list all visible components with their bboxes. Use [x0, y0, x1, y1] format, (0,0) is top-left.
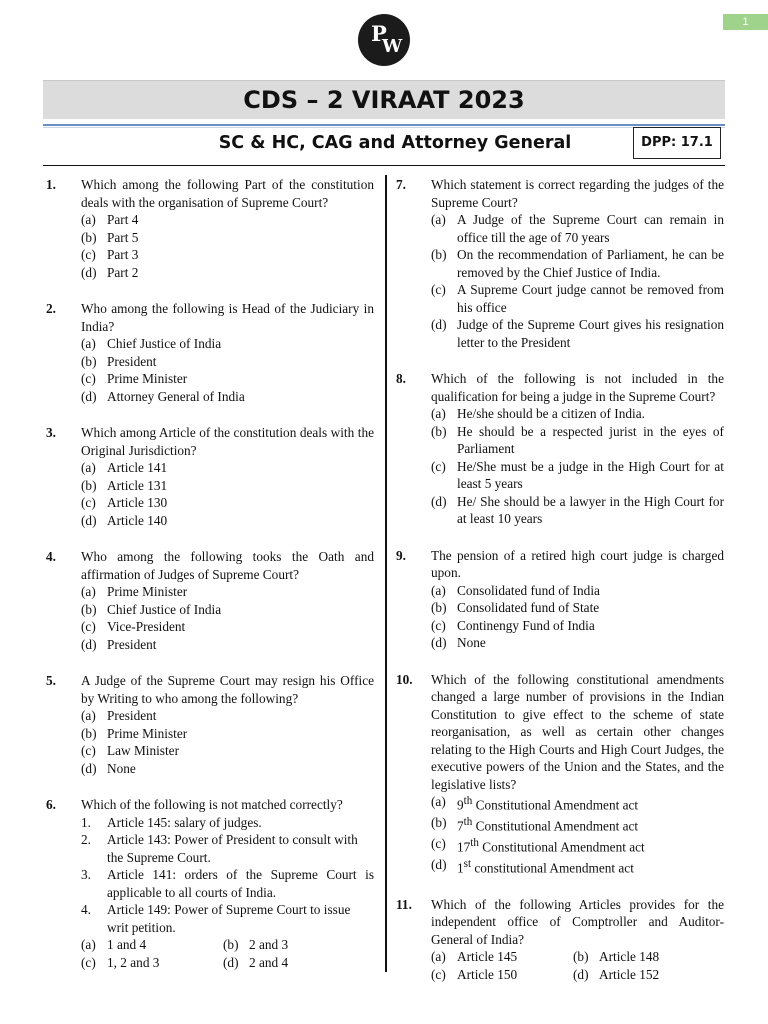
option-text: Article 152: [599, 966, 660, 982]
option-label: (a): [431, 949, 446, 965]
option-text: He/ She should be a lawyer in the High Court for at least 10 years: [457, 493, 724, 526]
question: [44, 424, 374, 529]
option-label: (c): [81, 247, 96, 262]
question-text: The pension of a retired high court judge is charged upon.: [431, 547, 724, 580]
option: [81, 725, 374, 743]
option-label: (d): [573, 966, 589, 982]
option-label: (a): [431, 406, 446, 421]
statement-label: 2.: [81, 832, 91, 847]
option: [81, 459, 374, 477]
option: [81, 760, 374, 778]
option: [223, 954, 365, 972]
option-text: 1, 2 and 3: [107, 954, 160, 970]
option-text: Part 5: [107, 229, 139, 245]
page-number: 1: [723, 14, 768, 30]
option-text: Article 131: [107, 477, 168, 493]
option: [81, 229, 374, 247]
option-number: 1: [457, 860, 464, 876]
option-text: Prime Minister: [107, 371, 188, 386]
option-row: [81, 936, 374, 954]
question-text: Which of the following is not matched correctly?: [81, 797, 343, 812]
question-text: Which among Article of the constitution deals with the Original Jurisdiction?: [81, 425, 374, 458]
question: [44, 176, 374, 281]
question-number: 6.: [46, 797, 56, 812]
option-text: Part 4: [107, 212, 139, 227]
option-text: Continengy Fund of India: [457, 617, 595, 633]
option-text: He/she should be a citizen of India.: [457, 406, 645, 421]
option-text: None: [457, 635, 486, 650]
dpp-badge: DPP: 17.1: [633, 127, 721, 159]
option: [431, 814, 724, 835]
option-text: Prime Minister: [107, 725, 188, 741]
statement-label: 1.: [81, 814, 91, 830]
option: [431, 316, 724, 351]
option: [81, 512, 374, 530]
option: [431, 493, 724, 528]
option-label: (c): [81, 954, 96, 970]
option-text: Article 141: [107, 460, 168, 475]
option-text: Constitutional Amendment act: [478, 839, 645, 855]
question-number: 10.: [396, 671, 413, 687]
option: [431, 281, 724, 316]
option: [81, 264, 374, 282]
option-text: Vice-President: [107, 619, 186, 634]
option-number: 9: [457, 797, 464, 813]
option-text: Judge of the Supreme Court gives his resignation letter to the President: [457, 317, 724, 350]
option-label: (d): [431, 493, 447, 509]
question: [394, 547, 724, 652]
option-number: 17: [457, 839, 471, 855]
option-label: (c): [81, 743, 96, 758]
option: [431, 835, 724, 856]
question: [44, 548, 374, 653]
option-text: None: [107, 760, 136, 776]
option-label: (a): [81, 336, 96, 351]
statement-label: 3.: [81, 867, 91, 882]
option: [81, 477, 374, 495]
option-label: (b): [81, 229, 97, 245]
statement: [81, 814, 374, 832]
option: [81, 246, 374, 264]
option-label: (a): [81, 460, 96, 475]
question-text: A Judge of the Supreme Court may resign his Office by Writing to who among the following?: [81, 673, 374, 706]
question-number: 7.: [396, 177, 406, 192]
option-label: (a): [81, 584, 96, 599]
question-number: 11.: [396, 896, 412, 912]
question-number: 9.: [396, 547, 406, 563]
option-label: (c): [81, 495, 96, 510]
option: [81, 618, 374, 636]
question-text: Which among the following Part of the constitution deals with the organisation of Supreme Court?: [81, 177, 374, 210]
question-text: Which of the following Articles provides for the independent office of Comptroller and Auditor-General of India?: [431, 896, 724, 947]
option: [431, 617, 724, 635]
option-label: (d): [81, 264, 97, 280]
question-text: Who among the following is Head of the Judiciary in India?: [81, 301, 374, 334]
header-rule: [43, 165, 725, 166]
option-text: 1 and 4: [107, 937, 147, 952]
option-label: (a): [431, 212, 446, 227]
question-text: Who among the following tooks the Oath and affirmation of Judges of Supreme Court?: [81, 549, 374, 582]
option-label: (b): [223, 937, 239, 952]
title-rule-shadow: [43, 127, 725, 128]
question-number: 1.: [46, 177, 56, 192]
question-text: Which statement is correct regarding the judges of the Supreme Court?: [431, 177, 724, 210]
option-label: (a): [431, 582, 446, 598]
question-number: 4.: [46, 549, 56, 564]
question: [394, 896, 724, 984]
question-text: Which of the following is not included in the qualification for being a judge in the Supreme Court?: [431, 371, 724, 404]
option-label: (d): [81, 388, 97, 404]
option-text: Consolidated fund of State: [457, 600, 600, 615]
option: [573, 966, 715, 984]
page-title: CDS – 2 VIRAAT 2023: [243, 86, 525, 114]
title-bar: [43, 80, 725, 119]
option: [223, 936, 365, 954]
option-label: (b): [431, 600, 447, 615]
option: [431, 246, 724, 281]
statement: [81, 831, 374, 866]
option: [81, 335, 374, 353]
option-label: (d): [431, 856, 447, 872]
option-text: Constitutional Amendment act: [472, 818, 639, 834]
question: [394, 370, 724, 528]
option-text: A Supreme Court judge cannot be removed from his office: [457, 282, 724, 315]
question-number: 3.: [46, 425, 56, 440]
option-text: Article 148: [599, 949, 660, 965]
option-text: He should be a respected jurist in the eyes of Parliament: [457, 423, 724, 456]
option-label: (c): [431, 966, 446, 982]
question-text: Which of the following constitutional amendments changed a large number of provisions in the Indian Constitution to give effect to the scheme of state reorganisation, as well as certain other changes relating to the High Courts and High Court Judges, the executive powers of the Union and the States, and the legislative lists?: [431, 671, 724, 792]
option: [81, 388, 374, 406]
option: [431, 948, 573, 966]
option-text: Part 3: [107, 247, 139, 262]
question: [394, 176, 724, 351]
option-label: (c): [431, 617, 446, 633]
option-label: (a): [81, 708, 96, 723]
statement-text: Article 149: Power of Supreme Court to issue writ petition.: [107, 902, 351, 935]
option-label: (a): [81, 212, 96, 227]
option-text: Part 2: [107, 264, 139, 280]
statement-label: 4.: [81, 902, 91, 917]
question-number: 5.: [46, 673, 56, 688]
option-text: Chief Justice of India: [107, 336, 222, 351]
option: [431, 582, 724, 600]
option-label: (b): [431, 814, 447, 830]
option-ordinal: st: [463, 857, 472, 870]
option: [431, 405, 724, 423]
option-ordinal: th: [463, 815, 473, 828]
page-subtitle: SC & HC, CAG and Attorney General: [218, 133, 572, 153]
option-text: President: [107, 353, 157, 369]
option-text: Article 145: [457, 949, 518, 965]
option: [81, 742, 374, 760]
question: [394, 671, 724, 877]
option-label: (c): [431, 458, 446, 474]
option-row: [431, 948, 724, 966]
pw-logo: P W: [358, 14, 410, 66]
option: [81, 636, 374, 654]
option: [81, 211, 374, 229]
option-label: (c): [431, 835, 446, 851]
statement-text: Article 145: salary of judges.: [107, 814, 262, 830]
option-text: Article 130: [107, 495, 168, 510]
option-text: A Judge of the Supreme Court can remain in office till the age of 70 years: [457, 212, 724, 245]
option: [431, 856, 724, 877]
option: [573, 948, 715, 966]
option: [431, 634, 724, 652]
option: [81, 353, 374, 371]
option: [431, 423, 724, 458]
option-label: (b): [573, 949, 589, 965]
option-label: (b): [431, 423, 447, 439]
option: [431, 599, 724, 617]
option: [81, 936, 223, 954]
option: [81, 583, 374, 601]
option-label: (d): [223, 954, 239, 970]
option-text: 2 and 3: [249, 937, 289, 952]
statement-text: Article 141: orders of the Supreme Court is applicable to all courts of India.: [107, 867, 374, 900]
option-text: President: [107, 708, 157, 723]
question: [44, 672, 374, 777]
option-label: (d): [431, 317, 447, 332]
option-text: He/She must be a judge in the High Court for at least 5 years: [457, 458, 724, 491]
question-number: 8.: [396, 371, 406, 386]
option-label: (b): [81, 477, 97, 493]
option-label: (d): [81, 636, 97, 652]
option-label: (b): [81, 353, 97, 369]
option: [431, 793, 724, 814]
option-text: Law Minister: [107, 743, 180, 758]
option-text: constitutional Amendment act: [471, 860, 634, 876]
statement: [81, 866, 374, 901]
option-label: (d): [81, 760, 97, 776]
option-label: (a): [81, 937, 96, 952]
option-text: Chief Justice of India: [107, 601, 222, 617]
option-label: (d): [431, 635, 447, 650]
option: [81, 370, 374, 388]
question: [44, 300, 374, 405]
option-label: (c): [81, 371, 96, 386]
right-column: [394, 176, 724, 983]
option-ordinal: th: [470, 836, 479, 849]
option-text: On the recommendation of Parliament, he can be removed by the Chief Justice of India.: [457, 247, 724, 280]
option-ordinal: th: [463, 795, 473, 807]
option-row: [431, 966, 724, 984]
option-label: (c): [81, 619, 96, 634]
option-number: 7: [457, 818, 464, 834]
option-text: Prime Minister: [107, 584, 188, 599]
option-text: Consolidated fund of India: [457, 582, 600, 598]
title-rule: [43, 124, 725, 126]
statement-text: Article 143: Power of President to consult with the Supreme Court.: [107, 832, 358, 865]
question-number: 2.: [46, 301, 56, 316]
option: [81, 494, 374, 512]
option: [431, 458, 724, 493]
option-label: (d): [81, 512, 97, 528]
option-text: Article 150: [457, 966, 518, 982]
option-row: [81, 954, 374, 972]
statement: [81, 901, 374, 936]
option-text: 2 and 4: [249, 954, 289, 970]
option-text: President: [107, 636, 157, 652]
option: [81, 707, 374, 725]
option: [81, 954, 223, 972]
option-text: Article 140: [107, 512, 168, 528]
option-label: (a): [431, 794, 446, 809]
option: [431, 966, 573, 984]
option-text: Constitutional Amendment act: [472, 797, 639, 813]
option-label: (c): [431, 282, 446, 297]
option: [431, 211, 724, 246]
column-divider: [385, 175, 387, 972]
left-column: [44, 176, 374, 971]
question: [44, 796, 374, 971]
option-label: (b): [81, 601, 97, 617]
option-label: (b): [81, 725, 97, 741]
option-text: Attorney General of India: [107, 388, 245, 404]
option: [81, 601, 374, 619]
option-label: (b): [431, 247, 447, 262]
